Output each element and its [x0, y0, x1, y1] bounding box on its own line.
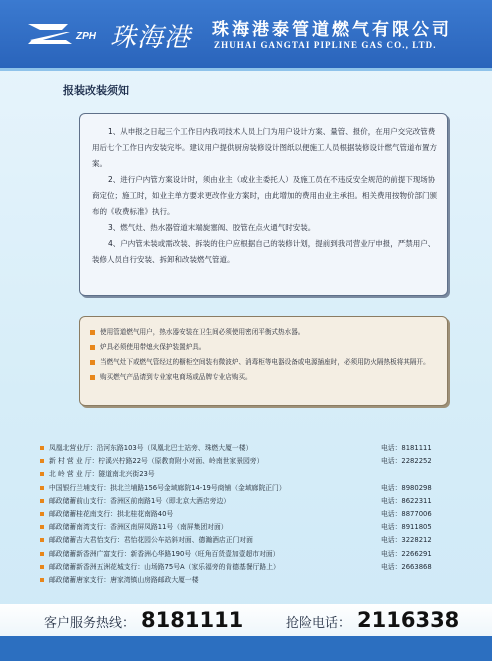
office-name: 新 村 营 业 厅：柠溪兴柠路22号（原教育附小对面、岭南世家景园旁）	[49, 457, 264, 466]
bullet-icon	[40, 552, 44, 556]
office-row	[40, 442, 458, 455]
notice-box	[79, 113, 448, 296]
office-phone: 电话：8911805	[381, 523, 432, 532]
notice-item: 1、从申报之日起三个工作日内我司技术人员上门为用户设计方案、量管、报价，在用户交完改管费用后七个工作日内安装完毕。建议用户提供厨房装修设计图纸以便施工人员根据装修设计燃气管道布置方案。	[92, 127, 437, 168]
office-phone: 电话：8877006	[381, 509, 432, 518]
office-phone: 电话：2663868	[381, 562, 432, 571]
office-name: 北 岭 营 业 厅：隧道南北兴街23号	[49, 470, 155, 479]
bullet-icon	[40, 499, 44, 503]
header-divider	[0, 68, 492, 71]
company-logo-icon	[26, 20, 114, 46]
office-list	[40, 442, 458, 587]
notice-item: 3、燃气灶、热水器管道末端旋塞阀、胶管在点火通气时安装。	[108, 223, 316, 232]
office-phone: 电话：3228212	[381, 536, 432, 545]
bullet-icon	[40, 565, 44, 569]
tip-text: 炉具必须使用带熄火保护装置炉具。	[100, 343, 206, 351]
logo-chinese-name: 珠海港	[110, 23, 192, 53]
office-row	[40, 534, 458, 547]
notice-item: 4、户内管未装或需改装、拆装的住户应根据自己的装修计划，提前到我司营业厅申报，严禁用户、装修人员自行安装、拆卸和改装燃气管道。	[92, 239, 436, 264]
tip-text: 当燃气灶下或燃气管经过的橱柜空间装有微波炉、消毒柜等电器设备或电源插座时，必须用防火隔热板将其隔开。	[100, 358, 430, 366]
bullet-icon	[90, 345, 95, 350]
bullet-icon	[40, 538, 44, 542]
tip-item	[90, 325, 439, 340]
tips-box	[79, 316, 448, 406]
tip-item	[90, 355, 439, 370]
hotline-number: 8181111	[141, 608, 244, 632]
tip-item	[90, 370, 439, 385]
office-row	[40, 548, 458, 561]
bullet-icon	[90, 375, 95, 380]
bullet-icon	[40, 472, 44, 476]
office-row	[40, 482, 458, 495]
office-name: 邮政储蓄南湾支行：香洲区南屏凤路11号（南屏集团对面）	[49, 523, 228, 532]
office-name: 凤凰北营业厅：沿河东路103号（凤凰北巴士站旁、珠燃大厦一楼）	[49, 444, 253, 452]
office-name: 邮政储蓄唐家支行：唐家湾镇山房路邮政大厦一楼	[49, 575, 199, 584]
office-row	[40, 468, 458, 481]
bullet-icon	[40, 512, 44, 516]
office-name: 邮政储蓄新香洲广富支行：新香洲心华路190号（旺角百货壹加壹超市对面）	[49, 549, 280, 558]
bullet-icon	[40, 525, 44, 529]
customer-hotline	[44, 608, 243, 632]
bullet-icon	[90, 330, 95, 335]
company-name-en: ZHUHAI GANGTAI PIPLINE GAS CO., LTD.	[214, 40, 437, 50]
office-name: 邮政储蓄桂花南支行：拱北桂花南路40号	[49, 509, 174, 518]
notice-item: 2、进行户内管方案设计时，须由业主（或业主委托人）及施工员在不违反安全规范的前提下现场协商定位；施工时，如业主单方要求更改作业方案时，由此增加的费用由业主承担。相关费用按物价部门颁布的《收费标准》执行。	[92, 175, 437, 216]
bottom-band	[0, 636, 492, 661]
office-phone: 电话：8622311	[381, 496, 432, 505]
office-name: 邮政储蓄前山支行：香洲区前南路1号（即北京大酒店旁边）	[49, 496, 231, 505]
tip-text: 使用管道燃气用户，热水器安装在卫生间必须使用密闭平衡式热水器。	[100, 328, 305, 336]
office-name: 邮政储蓄新香洲五洲花城支行：山场路75号A（家乐福旁的肯德基餐厅路上）	[49, 562, 280, 571]
office-phone: 电话：2282252	[381, 457, 432, 466]
bullet-icon	[90, 360, 95, 365]
office-row	[40, 574, 458, 587]
company-name-cn: 珠海港泰管道燃气有限公司	[212, 20, 452, 40]
emergency-hotline	[286, 608, 459, 632]
office-name: 中国银行兰埔支行：拱北兰埔路156号金域廊院14-19号商铺（金域廊院正门）	[49, 483, 286, 492]
office-row	[40, 508, 458, 521]
tip-text: 购买燃气产品请到专业家电商场或品牌专业店购买。	[100, 373, 252, 381]
office-name: 邮政储蓄吉大君怡支行：君怡花园公车站斜对面、德瀚酒店正门对面	[49, 536, 253, 545]
office-row	[40, 521, 458, 534]
rescue-number: 2116338	[357, 608, 460, 632]
office-row	[40, 561, 458, 574]
rescue-label: 抢险电话：	[286, 616, 352, 631]
office-row	[40, 495, 458, 508]
header-banner	[0, 0, 492, 68]
office-phone: 电话：8980298	[381, 483, 432, 492]
bullet-icon	[40, 486, 44, 490]
tip-item	[90, 340, 439, 355]
logo-zph-text: ZPH	[76, 31, 96, 42]
office-phone: 电话：8181111	[381, 444, 432, 452]
bullet-icon	[40, 459, 44, 463]
page-title: 报装改装须知	[63, 84, 129, 97]
office-row	[40, 455, 458, 468]
bullet-icon	[40, 578, 44, 582]
office-phone: 电话：2266291	[381, 549, 432, 558]
bullet-icon	[40, 446, 44, 450]
hotline-label: 客户服务热线：	[44, 616, 136, 631]
